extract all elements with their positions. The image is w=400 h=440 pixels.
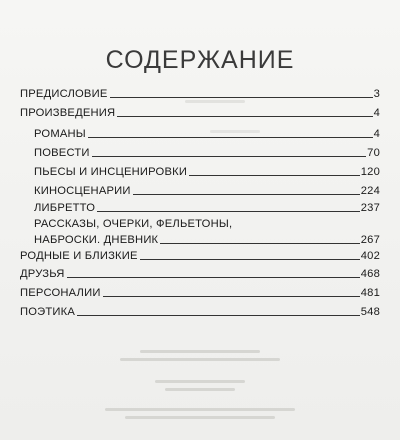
toc-entry-novels[interactable] [34, 128, 380, 140]
toc-label: ПРОИЗВЕДЕНИЯ [20, 107, 116, 119]
leader-line [77, 315, 360, 316]
toc-entry-persons[interactable] [20, 287, 380, 299]
leader-line [160, 243, 359, 244]
toc-page-number: 224 [360, 185, 380, 197]
toc-label: ПОВЕСТИ [34, 147, 90, 159]
toc-page-number: 3 [373, 88, 380, 100]
toc-entry-friends[interactable] [20, 268, 380, 280]
leader-line [140, 259, 360, 260]
toc-entry-novellas[interactable] [34, 147, 380, 159]
toc-entry-poetics[interactable] [20, 306, 380, 318]
leader-line [97, 211, 360, 212]
toc-page-number: 481 [360, 287, 380, 299]
toc-page-number: 468 [360, 268, 380, 280]
leader-line [133, 194, 360, 195]
toc-label: ПРЕДИСЛОВИЕ [20, 88, 108, 100]
toc-entry-works[interactable] [20, 107, 380, 119]
toc-label: РОМАНЫ [34, 128, 86, 140]
toc-page-number: 4 [373, 128, 380, 140]
toc-label: РОДНЫЕ И БЛИЗКИЕ [20, 250, 138, 262]
leader-line [92, 156, 366, 157]
leader-line [88, 137, 373, 138]
toc-label: ЛИБРЕТТО [34, 202, 96, 214]
toc-page-number: 402 [360, 250, 380, 262]
toc-page-number: 237 [360, 202, 380, 214]
leader-line [110, 97, 373, 98]
toc-label: КИНОСЦЕНАРИИ [34, 185, 131, 197]
toc-label: ПЕРСОНАЛИИ [20, 287, 101, 299]
toc-page-number: 267 [360, 234, 380, 246]
toc-entry-screenplays[interactable] [34, 185, 380, 197]
toc-entry-relatives[interactable] [20, 250, 380, 262]
toc-entry-preface[interactable] [20, 88, 380, 100]
leader-line [103, 296, 360, 297]
toc-entry-stories[interactable] [34, 234, 380, 246]
toc-label-line1: РАССКАЗЫ, ОЧЕРКИ, ФЕЛЬЕТОНЫ, [34, 218, 233, 230]
leader-line [67, 277, 360, 278]
toc-label: ПОЭТИКА [20, 306, 76, 318]
toc-label: ПЬЕСЫ И ИНСЦЕНИРОВКИ [34, 166, 188, 178]
toc-label: ДРУЗЬЯ [20, 268, 65, 280]
toc-page-number: 4 [373, 107, 380, 119]
toc-entry-stories-line1 [34, 217, 380, 231]
toc-page-number: 120 [360, 166, 380, 178]
toc-label-line2: НАБРОСКИ. ДНЕВНИК [34, 234, 159, 246]
toc-entry-libretto[interactable] [34, 202, 380, 214]
leader-line [189, 175, 360, 176]
toc-entry-plays[interactable] [34, 166, 380, 178]
page-title: СОДЕРЖАНИЕ [105, 46, 295, 74]
leader-line [117, 116, 372, 117]
toc-page-number: 70 [367, 147, 380, 159]
toc-page-number: 548 [360, 306, 380, 318]
